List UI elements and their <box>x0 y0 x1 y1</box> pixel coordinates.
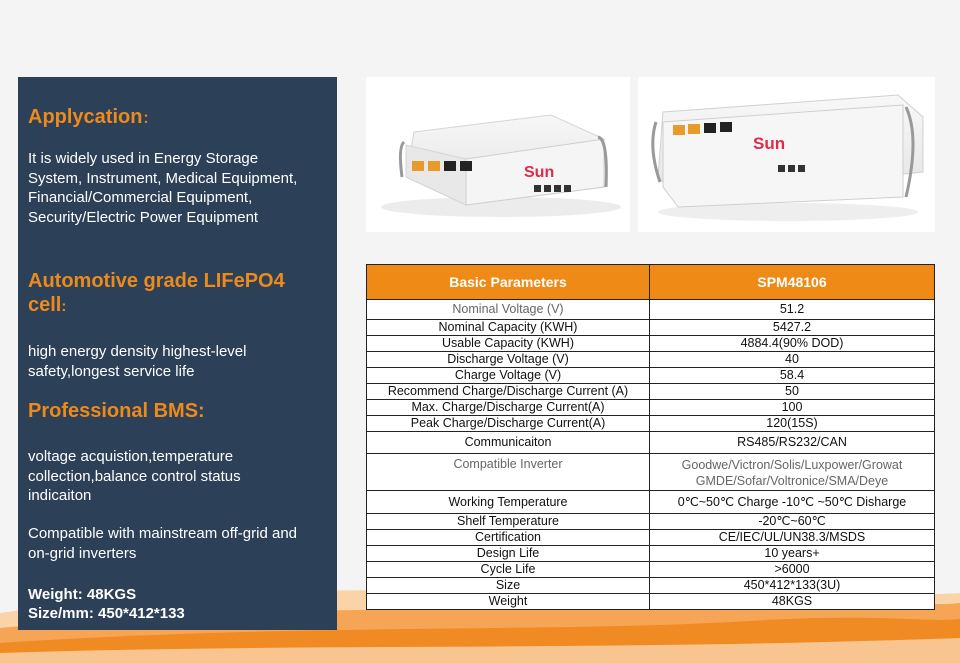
table-row <box>367 336 935 352</box>
table-row <box>367 514 935 530</box>
application-heading-colon: ： <box>142 110 158 127</box>
param-value: 58.4 <box>650 368 935 384</box>
cell-line: safety,longest service life <box>28 362 195 380</box>
table-row <box>367 384 935 400</box>
application-heading-text: Applycation <box>28 106 143 128</box>
table-row <box>367 454 935 491</box>
param-name: Usable Capacity (KWH) <box>367 336 650 352</box>
param-value: 40 <box>650 352 935 368</box>
table-row <box>367 491 935 514</box>
bms-line: voltage acquistion,temperature <box>28 448 234 465</box>
table-header: Basic Parameters <box>367 265 650 300</box>
brand-logo: Sun <box>753 134 786 153</box>
table-row <box>367 320 935 336</box>
param-name: Shelf Temperature <box>367 514 650 530</box>
application-line: It is widely used in Energy Storage <box>28 150 259 167</box>
param-name: Certification <box>367 530 650 546</box>
table-row <box>367 546 935 562</box>
brand-logo: Sun <box>524 164 555 181</box>
param-value: 5427.2 <box>650 320 935 336</box>
cell-heading <box>28 269 328 319</box>
table-row <box>367 562 935 578</box>
size-label: Size/mm: 450*412*133 <box>28 605 185 622</box>
param-value: Goodwe/Victron/Solis/Luxpower/Growat GMDE/Sofar/Voltronice/SMA/Deye <box>650 454 935 491</box>
param-name: Recommend Charge/Discharge Current (A) <box>367 384 650 400</box>
param-value: 51.2 <box>650 300 935 320</box>
cell-line: high energy density highest-level <box>28 343 247 360</box>
application-line: Security/Electric Power Equipment <box>28 208 259 226</box>
param-value: 50 <box>650 384 935 400</box>
product-photo-angle <box>638 77 935 232</box>
spec-table <box>366 264 935 610</box>
param-value: 450*412*133(3U) <box>650 578 935 594</box>
param-value: 10 years+ <box>650 546 935 562</box>
cell-heading-line2: cell <box>28 294 62 316</box>
product-photo-front <box>366 77 630 232</box>
table-row <box>367 300 935 320</box>
cell-heading-colon: : <box>61 298 67 315</box>
param-value: 48KGS <box>650 594 935 610</box>
param-value: 4884.4(90% DOD) <box>650 336 935 352</box>
table-row <box>367 400 935 416</box>
param-name: Weight <box>367 594 650 610</box>
table-row <box>367 578 935 594</box>
bms-line: collection,balance control status <box>28 467 241 485</box>
table-header: SPM48106 <box>650 265 935 300</box>
weight-label: Weight: 48KGS <box>28 586 137 603</box>
param-name: Max. Charge/Discharge Current(A) <box>367 400 650 416</box>
param-name: Cycle Life <box>367 562 650 578</box>
bms-line: indicaiton <box>28 487 92 504</box>
application-heading <box>28 105 328 131</box>
param-value: -20℃~60℃ <box>650 514 935 530</box>
table-row <box>367 368 935 384</box>
param-value: 120(15S) <box>650 416 935 432</box>
param-name: Peak Charge/Discharge Current(A) <box>367 416 650 432</box>
bms-heading: Professional BMS: <box>28 400 205 422</box>
application-line: System, Instrument, Medical Equipment, <box>28 169 298 187</box>
param-name: Charge Voltage (V) <box>367 368 650 384</box>
param-value: CE/IEC/UL/UN38.3/MSDS <box>650 530 935 546</box>
table-row <box>367 530 935 546</box>
param-name: Communicaiton <box>367 432 650 454</box>
param-value: 100 <box>650 400 935 416</box>
cell-heading-line1: Automotive grade LIFePO4 <box>28 270 285 292</box>
param-value: 0℃~50℃ Charge -10℃ ~50℃ Disharge <box>650 491 935 514</box>
application-line: Financial/Commercial Equipment, <box>28 189 253 206</box>
param-name: Compatible Inverter <box>367 454 650 491</box>
compatibility-line: Compatible with mainstream off-grid and <box>28 525 298 542</box>
compatibility-line: on-grid inverters <box>28 544 137 562</box>
param-value: RS485/RS232/CAN <box>650 432 935 454</box>
param-name: Working Temperature <box>367 491 650 514</box>
param-name: Discharge Voltage (V) <box>367 352 650 368</box>
param-name: Size <box>367 578 650 594</box>
cell-text <box>28 342 328 381</box>
bms-text <box>28 447 328 506</box>
table-row <box>367 432 935 454</box>
features-panel <box>18 77 337 630</box>
compatibility-text <box>28 524 328 563</box>
table-row <box>367 594 935 610</box>
param-name: Design Life <box>367 546 650 562</box>
param-name: Nominal Capacity (KWH) <box>367 320 650 336</box>
table-row <box>367 416 935 432</box>
application-text <box>28 149 328 227</box>
param-value: >6000 <box>650 562 935 578</box>
param-name: Nominal Voltage (V) <box>367 300 650 320</box>
table-row <box>367 352 935 368</box>
